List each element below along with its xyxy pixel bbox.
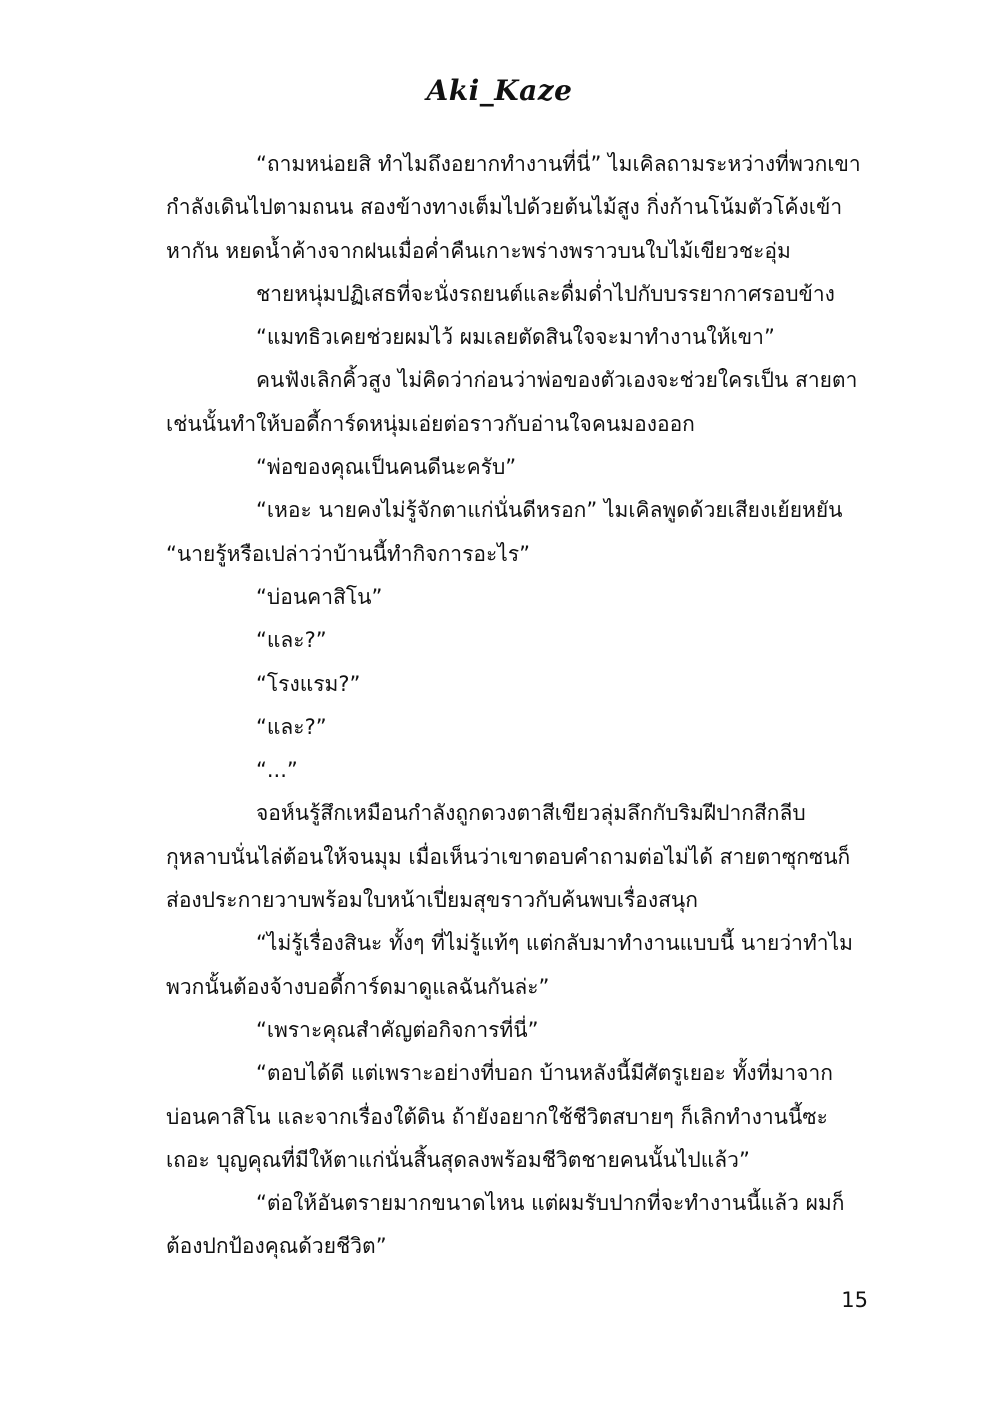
text-line: “นายรู้หรือเปล่าว่าบ้านนี้ทำกิจการอะไร” [166,541,530,566]
text-line: กำลังเดินไปตามถนน สองข้างทางเต็มไปด้วยต้นไม้สูง กิ่งก้านโน้มตัวโค้งเข้า [166,195,843,220]
text-line: “เพราะคุณสำคัญต่อกิจการที่นี่” [256,1017,539,1042]
text-line: คนฟังเลิกคิ้วสูง ไม่คิดว่าก่อนว่าพ่อของตัวเองจะช่วยใครเป็น สายตา [256,368,858,393]
text-line: “ตอบได้ดี แต่เพราะอย่างที่บอก บ้านหลังนี้มีศัตรูเยอะ ทั้งที่มาจาก [256,1061,833,1086]
body-text [166,143,869,1269]
text-line: ชายหนุ่มปฏิเสธที่จะนั่งรถยนต์และดื่มด่ำไปกับบรรยากาศรอบข้าง [256,281,835,306]
text-line: “...” [256,758,298,783]
text-line: พวกนั้นต้องจ้างบอดี้การ์ดมาดูแลฉันกันล่ะ” [166,974,550,999]
text-line: “ถามหน่อยสิ ทำไมถึงอยากทำงานที่นี่” ไมเคิลถามระหว่างที่พวกเขา [256,152,861,176]
text-line: “และ?” [256,714,327,739]
text-line: เช่นนั้นทำให้บอดี้การ์ดหนุ่มเอ่ยต่อราวกับอ่านใจคนมองออก [166,411,695,436]
text-line: “และ?” [256,628,327,653]
text-line: บ่อนคาสิโน และจากเรื่องใต้ดิน ถ้ายังอยากใช้ชีวิตสบายๆ ก็เลิกทำงานนี้ซะ [166,1104,828,1129]
text-line: กุหลาบนั่นไล่ต้อนให้จนมุม เมื่อเห็นว่าเขาตอบคำถามต่อไม่ได้ สายตาซุกซนก็ [166,844,851,869]
text-line: “ต่อให้อันตรายมากขนาดไหน แต่ผมรับปากที่จะทำงานนี้แล้ว ผมก็ [256,1191,845,1216]
text-line: “โรงแรม?” [256,671,361,696]
text-line: ต้องปกป้องคุณด้วยชีวิต” [166,1234,387,1259]
page-number: 15 [841,1288,868,1312]
text-line: “บ่อนคาสิโน” [256,584,383,609]
text-line: “ไม่รู้เรื่องสินะ ทั้งๆ ที่ไม่รู้แท้ๆ แต่กลับมาทำงานแบบนี้ นายว่าทำไม [256,931,853,956]
text-line: ส่องประกายวาบพร้อมใบหน้าเปี่ยมสุขราวกับค้นพบเรื่องสนุก [166,888,698,913]
text-line: “แมทธิวเคยช่วยผมไว้ ผมเลยตัดสินใจจะมาทำงานให้เขา” [256,325,775,350]
text-line: “พ่อของคุณเป็นคนดีนะครับ” [256,455,517,480]
text-line: “เหอะ นายคงไม่รู้จักตาแก่นั่นดีหรอก” ไมเคิลพูดด้วยเสียงเย้ยหยัน [256,498,843,523]
text-line: หากัน หยดน้ำค้างจากฝนเมื่อค่ำคืนเกาะพร่างพราวบนใบไม้เขียวชะอุ่ม [166,238,791,263]
page-header-title: Aki_Kaze [426,74,573,107]
text-line: เถอะ บุญคุณที่มีให้ตาแก่นั่นสิ้นสุดลงพร้อมชีวิตชายคนนั้นไปแล้ว” [166,1147,750,1172]
text-line: จอห์นรู้สึกเหมือนกำลังถูกดวงตาสีเขียวลุ่มลึกกับริมฝีปากสีกลีบ [256,801,806,826]
